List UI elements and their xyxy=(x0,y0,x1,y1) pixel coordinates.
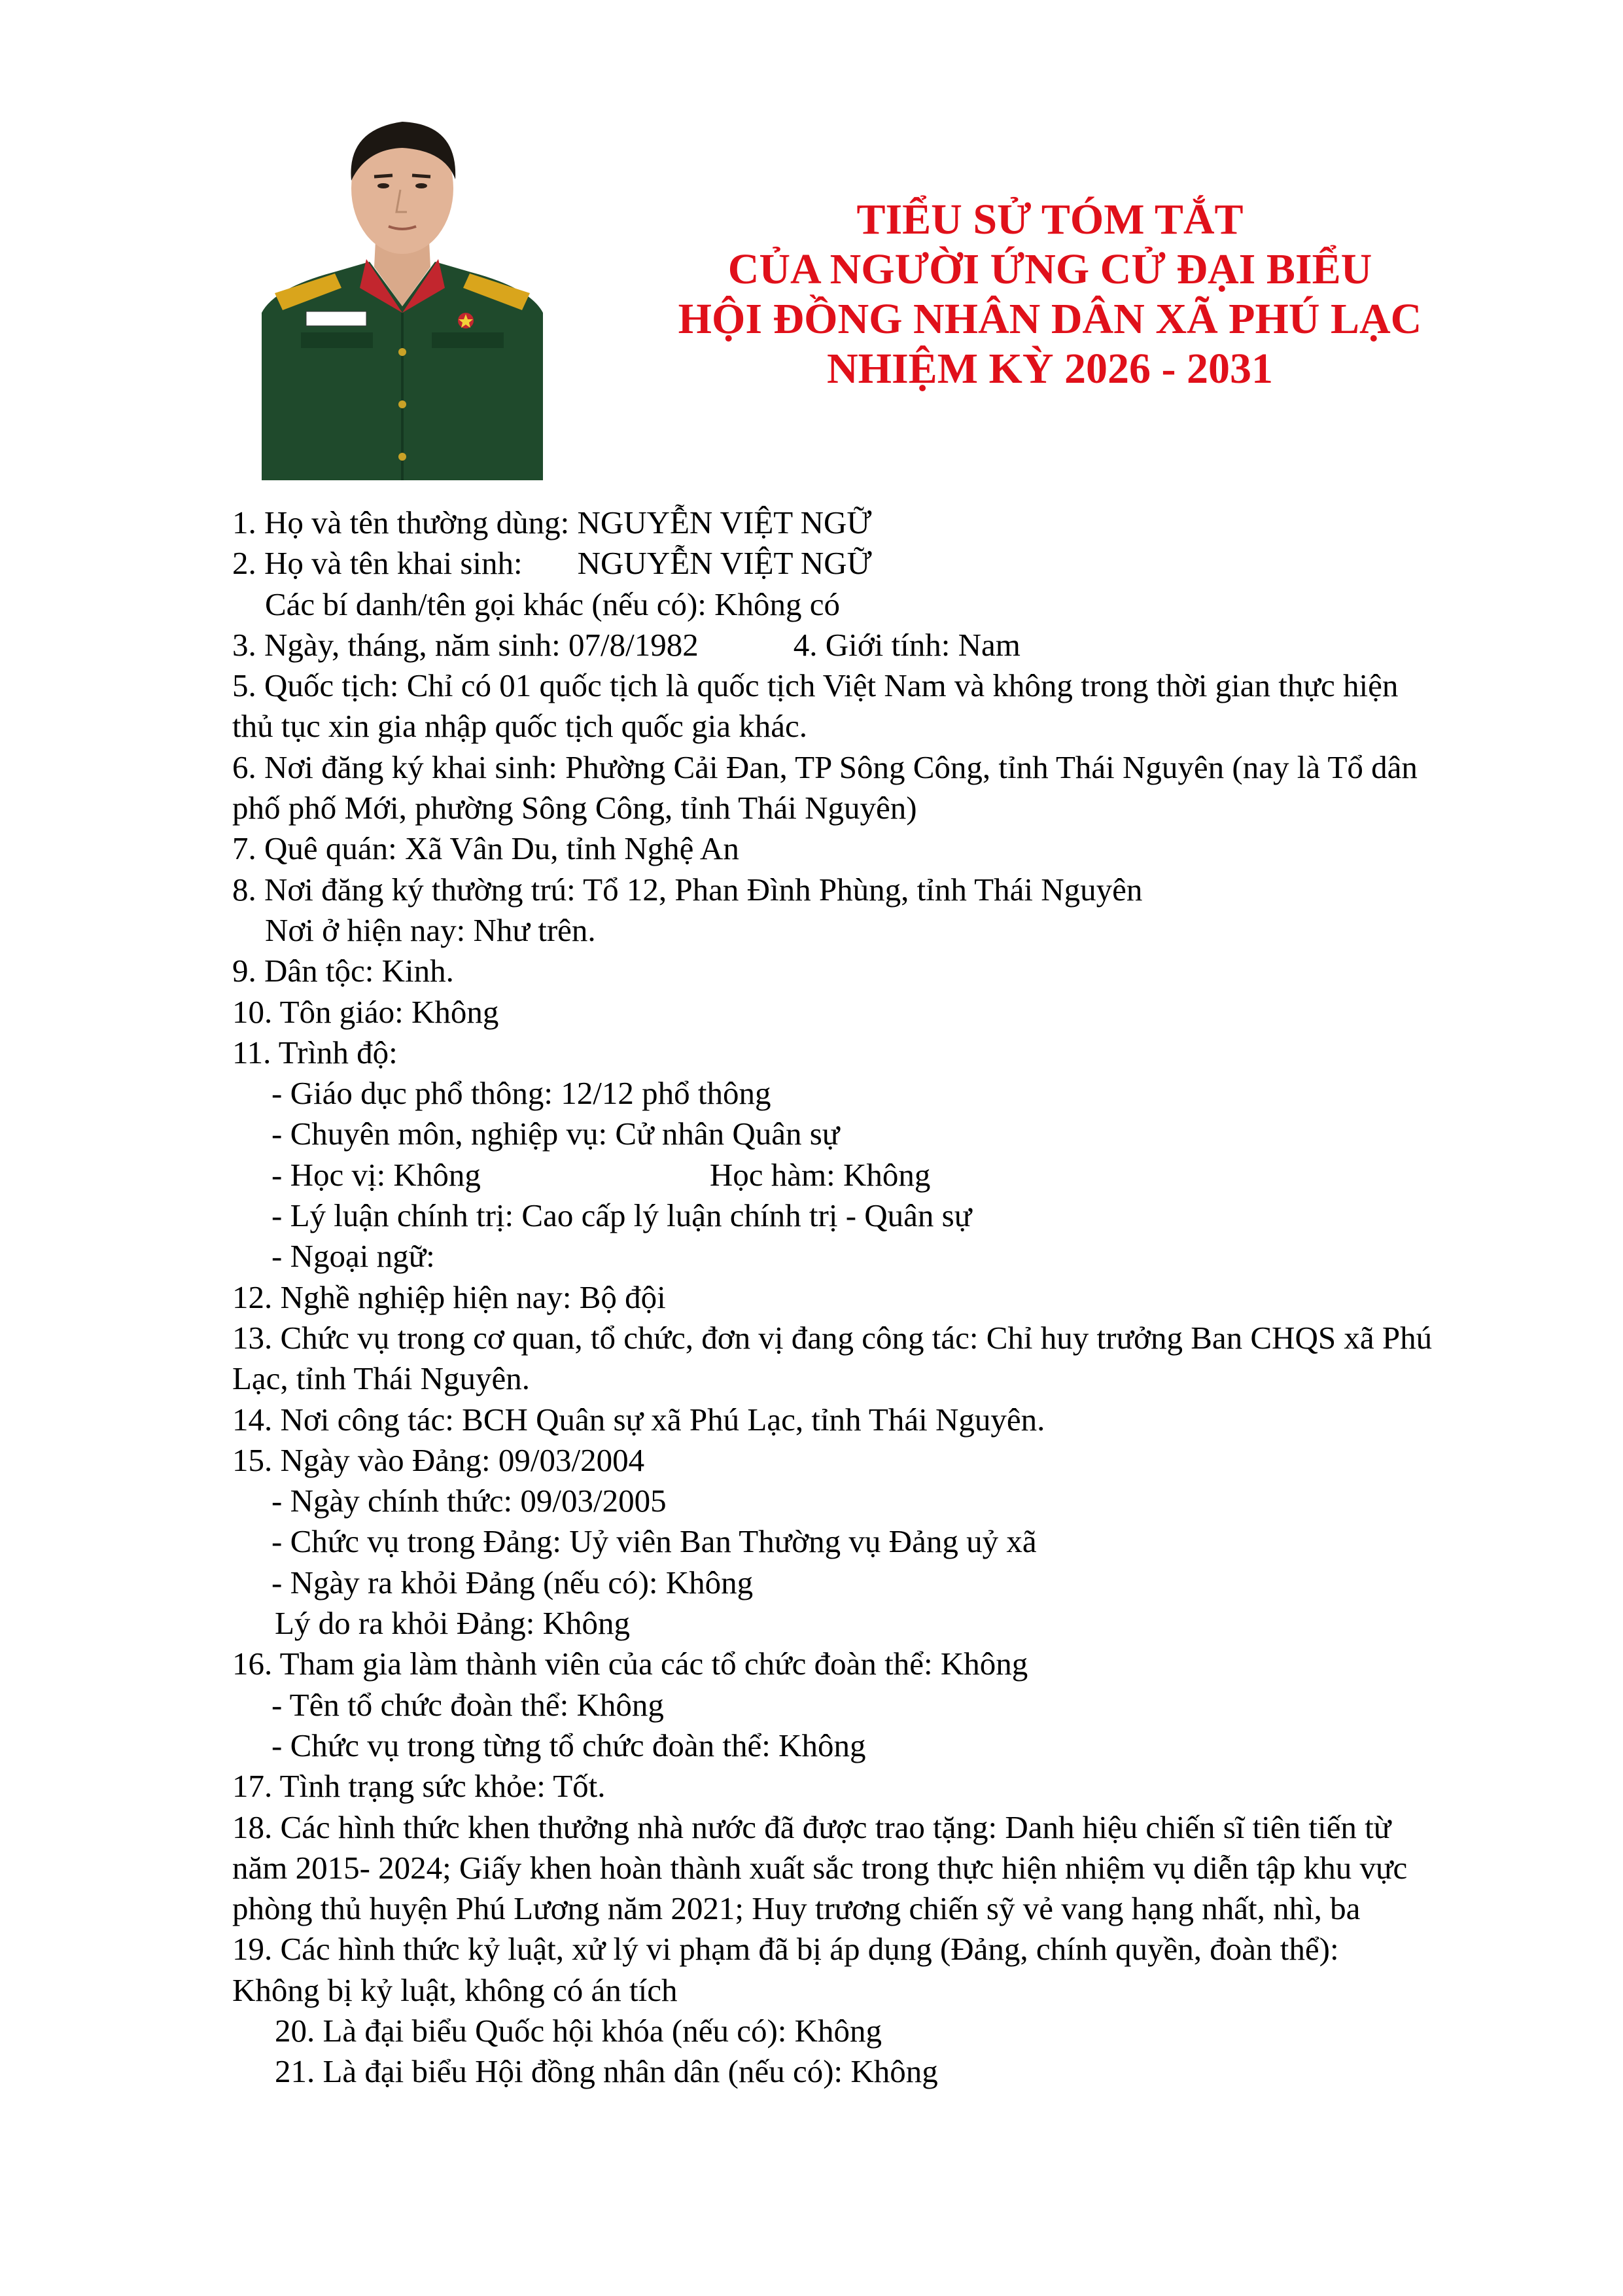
field-permanent-residence: 8. Nơi đăng ký thường trú: Tổ 12, Phan Đình Phùng, tỉnh Thái Nguyên xyxy=(232,871,1143,908)
field-peoples-council: 21. Là đại biểu Hội đồng nhân dân (nếu có): Không xyxy=(275,2053,938,2090)
field-nationality-cont: thủ tục xin gia nhập quốc tịch quốc gia khác. xyxy=(232,708,808,745)
title-line: NHIỆM KỲ 2026 - 2031 xyxy=(827,345,1273,393)
field-health: 17. Tình trạng sức khỏe: Tốt. xyxy=(232,1768,606,1805)
field-awards-cont: phòng thủ huyện Phú Lương năm 2021; Huy trương chiến sỹ vẻ vang hạng nhất, nhì, ba xyxy=(232,1890,1361,1927)
field-party-position: - Chức vụ trong Đảng: Uỷ viên Ban Thường vụ Đảng uỷ xã xyxy=(271,1523,1037,1560)
field-birth-date: 3. Ngày, tháng, năm sinh: 07/8/1982 xyxy=(232,626,699,663)
field-degree: - Học vị: Không xyxy=(271,1156,481,1193)
field-common-name: 1. Họ và tên thường dùng: NGUYỄN VIỆT NGỮ xyxy=(232,504,872,540)
title-line: CỦA NGƯỜI ỨNG CỬ ĐẠI BIỂU xyxy=(727,245,1372,293)
field-party-leave-reason: Lý do ra khỏi Đảng: Không xyxy=(275,1605,630,1642)
field-discipline-cont: Không bị kỷ luật, không có án tích xyxy=(232,1971,678,2008)
field-position: 13. Chức vụ trong cơ quan, tổ chức, đơn vị đang công tác: Chỉ huy trưởng Ban CHQS xã Phú xyxy=(232,1319,1433,1356)
title-line: TIỂU SỬ TÓM TẮT xyxy=(856,196,1244,243)
document-title xyxy=(608,195,1492,394)
field-position-cont: Lạc, tỉnh Thái Nguyên. xyxy=(232,1360,530,1397)
field-party-join-date: 15. Ngày vào Đảng: 09/03/2004 xyxy=(232,1441,645,1478)
field-value: NGUYỄN VIỆT NGỮ xyxy=(577,545,872,582)
field-current-residence: Nơi ở hiện nay: Như trên. xyxy=(265,911,596,948)
field-education-heading: 11. Trình độ: xyxy=(232,1034,398,1070)
biography-content xyxy=(232,503,1514,2093)
field-party-leave-date: - Ngày ra khỏi Đảng (nếu có): Không xyxy=(271,1564,754,1600)
field-organizations: 16. Tham gia làm thành viên của các tổ chức đoàn thể: Không xyxy=(232,1646,1028,1682)
field-workplace: 14. Nơi công tác: BCH Quân sự xã Phú Lạc, tỉnh Thái Nguyên. xyxy=(232,1401,1045,1438)
portrait-illustration xyxy=(262,116,543,480)
field-religion: 10. Tôn giáo: Không xyxy=(232,993,499,1030)
field-academic-title: Học hàm: Không xyxy=(709,1156,931,1193)
field-degree-title xyxy=(232,1155,1514,1195)
field-nationality: 5. Quốc tịch: Chỉ có 01 quốc tịch là quốc tịch Việt Nam và không trong thời gian thực hiện xyxy=(232,667,1399,704)
field-awards: 18. Các hình thức khen thưởng nhà nước đã được trao tặng: Danh hiệu chiến sĩ tiên tiến từ xyxy=(232,1809,1391,1845)
title-line: HỘI ĐỒNG NHÂN DÂN XÃ PHÚ LẠC xyxy=(678,295,1422,343)
field-birth-date-gender xyxy=(232,625,1514,665)
field-national-assembly: 20. Là đại biểu Quốc hội khóa (nếu có): Không xyxy=(275,2012,882,2049)
field-aliases: Các bí danh/tên gọi khác (nếu có): Không có xyxy=(265,586,841,622)
field-awards-cont: năm 2015- 2024; Giấy khen hoàn thành xuất sắc trong thực hiện nhiệm vụ diễn tập khu vực xyxy=(232,1849,1408,1886)
field-organization-name: - Tên tổ chức đoàn thể: Không xyxy=(271,1686,664,1723)
field-occupation: 12. Nghề nghiệp hiện nay: Bộ đội xyxy=(232,1279,666,1315)
field-birth-name xyxy=(232,543,1514,584)
field-general-education: - Giáo dục phổ thông: 12/12 phổ thông xyxy=(271,1075,771,1112)
field-party-official-date: - Ngày chính thức: 09/03/2005 xyxy=(271,1483,667,1519)
field-gender: 4. Giới tính: Nam xyxy=(793,626,1021,663)
field-label: 2. Họ và tên khai sinh: xyxy=(232,545,523,582)
field-ethnicity: 9. Dân tộc: Kinh. xyxy=(232,953,454,989)
field-foreign-language: - Ngoại ngữ: xyxy=(271,1238,435,1275)
field-hometown: 7. Quê quán: Xã Vân Du, tỉnh Nghệ An xyxy=(232,830,739,867)
field-birth-registration-cont: phố phố Mới, phường Sông Công, tỉnh Thái Nguyên) xyxy=(232,790,917,826)
portrait-photo xyxy=(262,116,543,480)
field-birth-registration: 6. Nơi đăng ký khai sinh: Phường Cải Đan, TP Sông Công, tỉnh Thái Nguyên (nay là Tổ dân xyxy=(232,749,1418,785)
field-specialty: - Chuyên môn, nghiệp vụ: Cử nhân Quân sự xyxy=(271,1116,840,1152)
field-discipline: 19. Các hình thức kỷ luật, xử lý vi phạm đã bị áp dụng (Đảng, chính quyền, đoàn thể): xyxy=(232,1931,1339,1968)
field-political-theory: - Lý luận chính trị: Cao cấp lý luận chính trị - Quân sự xyxy=(271,1197,972,1234)
field-organization-position: - Chức vụ trong từng tổ chức đoàn thể: Không xyxy=(271,1727,866,1763)
